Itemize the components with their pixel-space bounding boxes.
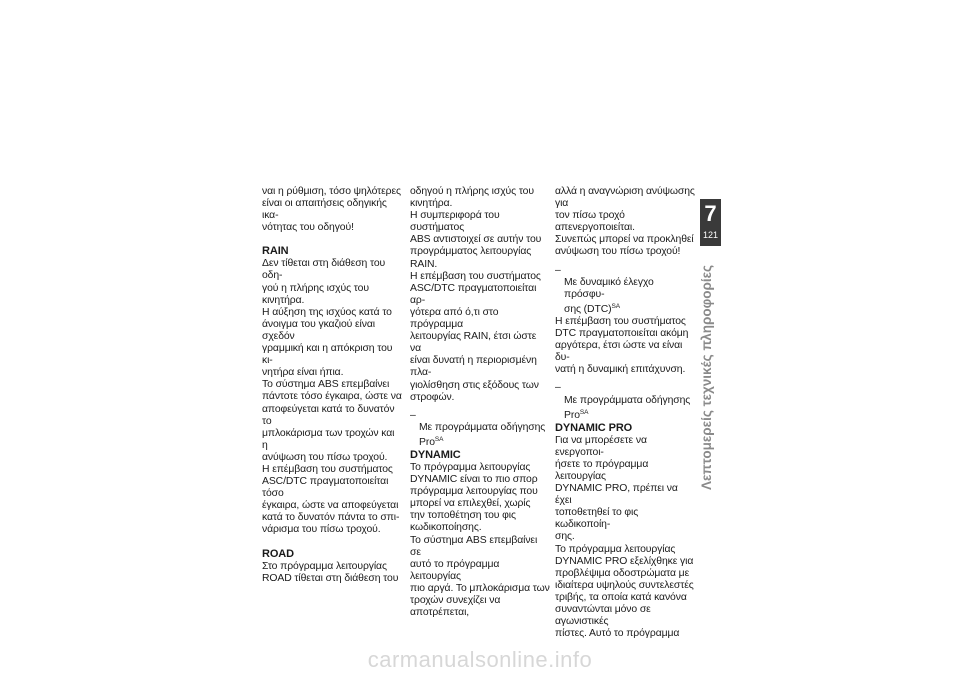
paragraph: αλλά η αναγνώριση ανύψωσης για τον πίσω τροχό απενεργοποιείται. Συνεπώς μπορεί να προκληθεί ανύψωση του πίσω τροχού! (555, 186, 695, 258)
list-item (410, 410, 550, 449)
section-heading-rain: RAIN (262, 245, 289, 258)
paragraph: Η επέμβαση του συστήματος ASC/DTC πραγματοποιείται αρ- γότερα από ό,τι στο πρόγραμμα λειτουργίας RAIN, έτσι ώστε να είναι δυνατή η περιορισμένη πλα- γιολίσθηση στις εξόδους των στροφών. (410, 270, 541, 403)
text-column-1 (262, 186, 402, 585)
chapter-tab (700, 199, 721, 246)
text-column-3 (555, 186, 695, 640)
dash-marker: – (555, 382, 561, 394)
sa-superscript: SA (434, 435, 444, 443)
chapter-number: 7 (704, 201, 717, 226)
sa-superscript: SA (579, 408, 589, 416)
list-item (555, 382, 695, 421)
list-item-text: Με δυναμικό έλεγχο πρόσφυ- σης (DTC) (564, 276, 654, 315)
dash-marker: – (555, 264, 561, 276)
paragraph: Για να μπορέσετε να ενεργοποι- ήσετε το πρόγραμμα λειτουργίας DYNAMIC PRO, πρέπει να έχει τοποθετηθεί το φις κωδικοποίη- σης. (555, 434, 678, 543)
list-item-text: Με προγράμματα οδήγησης Pro (564, 394, 691, 421)
sa-superscript: SA (611, 302, 620, 310)
text-column-2 (410, 186, 550, 619)
paragraph: Το σύστημα ABS επεμβαίνει σε αυτό το πρόγραμμα λειτουργίας πιο αργά. Το μπλοκάρισμα των τροχών συνεχίζει να αποτρέπεται, (410, 534, 550, 619)
paragraph: Το σύστημα ABS επεμβαίνει πάντοτε τόσο έγκαιρα, ώστε να αποφεύγεται κατά το δυνατόν το μπλοκάρισμα των τροχών και η ανύψωση του πίσω τροχού. (262, 379, 402, 463)
paragraph: Η συμπεριφορά του συστήματος ABS αντιστοιχεί σε αυτήν του προγράμματος λειτουργίας RAIN. (410, 210, 542, 270)
paragraph: Στο πρόγραμμα λειτουργίας ROAD τίθεται στη διάθεση του (262, 560, 399, 584)
paragraph: ναι η ρύθμιση, τόσο ψηλότερες είναι οι απαιτήσεις οδηγικής ικα- νότητας του οδηγού! (262, 186, 401, 234)
paragraph: Το πρόγραμμα λειτουργίας DYNAMIC PRO εξελίχθηκε για προβλέψιμα οδοστρώματα με ιδιαίτερα υψηλούς συντελεστές τριβής, τα οποία κατά κανόνα συναντώνται μόνο σε αγωνιστικές πίστες. Αυτό το πρόγραμμα (555, 543, 694, 640)
paragraph: Η επέμβαση του συστήματος ASC/DTC πραγματοποιείται τόσο έγκαιρα, ώστε να αποφεύγεται κατά το δυνατόν πάντα το σπι- νάρισμα του πίσω τροχού. (262, 463, 400, 536)
section-heading-road: ROAD (262, 547, 294, 560)
paragraph: Η επέμβαση του συστήματος DTC πραγματοποιείται ακόμη αργότερα, έτσι ώστε να είναι δυ- νατή η δυναμική επιτάχυνση. (555, 315, 689, 376)
section-heading-dynamic: DYNAMIC (410, 448, 461, 461)
paragraph: Το πρόγραμμα λειτουργίας DYNAMIC είναι το πιο σπορ πρόγραμμα λειτουργίας που μπορεί να επιλεχθεί, χωρίς την τοποθέτηση του φις κωδικοποίησης. (410, 461, 538, 534)
chapter-title-vertical: Λεπτομερείς τεχνικές πληροφορίες (699, 264, 714, 490)
page-number: 121 (702, 230, 719, 240)
paragraph: οδηγού η πλήρης ισχύς του κινητήρα. (410, 186, 534, 210)
dash-marker: – (410, 409, 416, 421)
paragraph: Δεν τίθεται στη διάθεση του οδη- γού η πλήρης ισχύς του κινητήρα. Η αύξηση της ισχύος κατά το άνοιγμα του γκαζιού είναι σχεδόν γραμμική και η απόκριση του κι- νητήρα είναι ήπια. (262, 258, 393, 379)
section-heading-dynamic-pro: DYNAMIC PRO (555, 421, 633, 434)
watermark-text: carmanualsonline.info (367, 647, 593, 672)
list-item-text: Με προγράμματα οδήγησης Pro (419, 421, 546, 448)
list-item (555, 265, 695, 316)
